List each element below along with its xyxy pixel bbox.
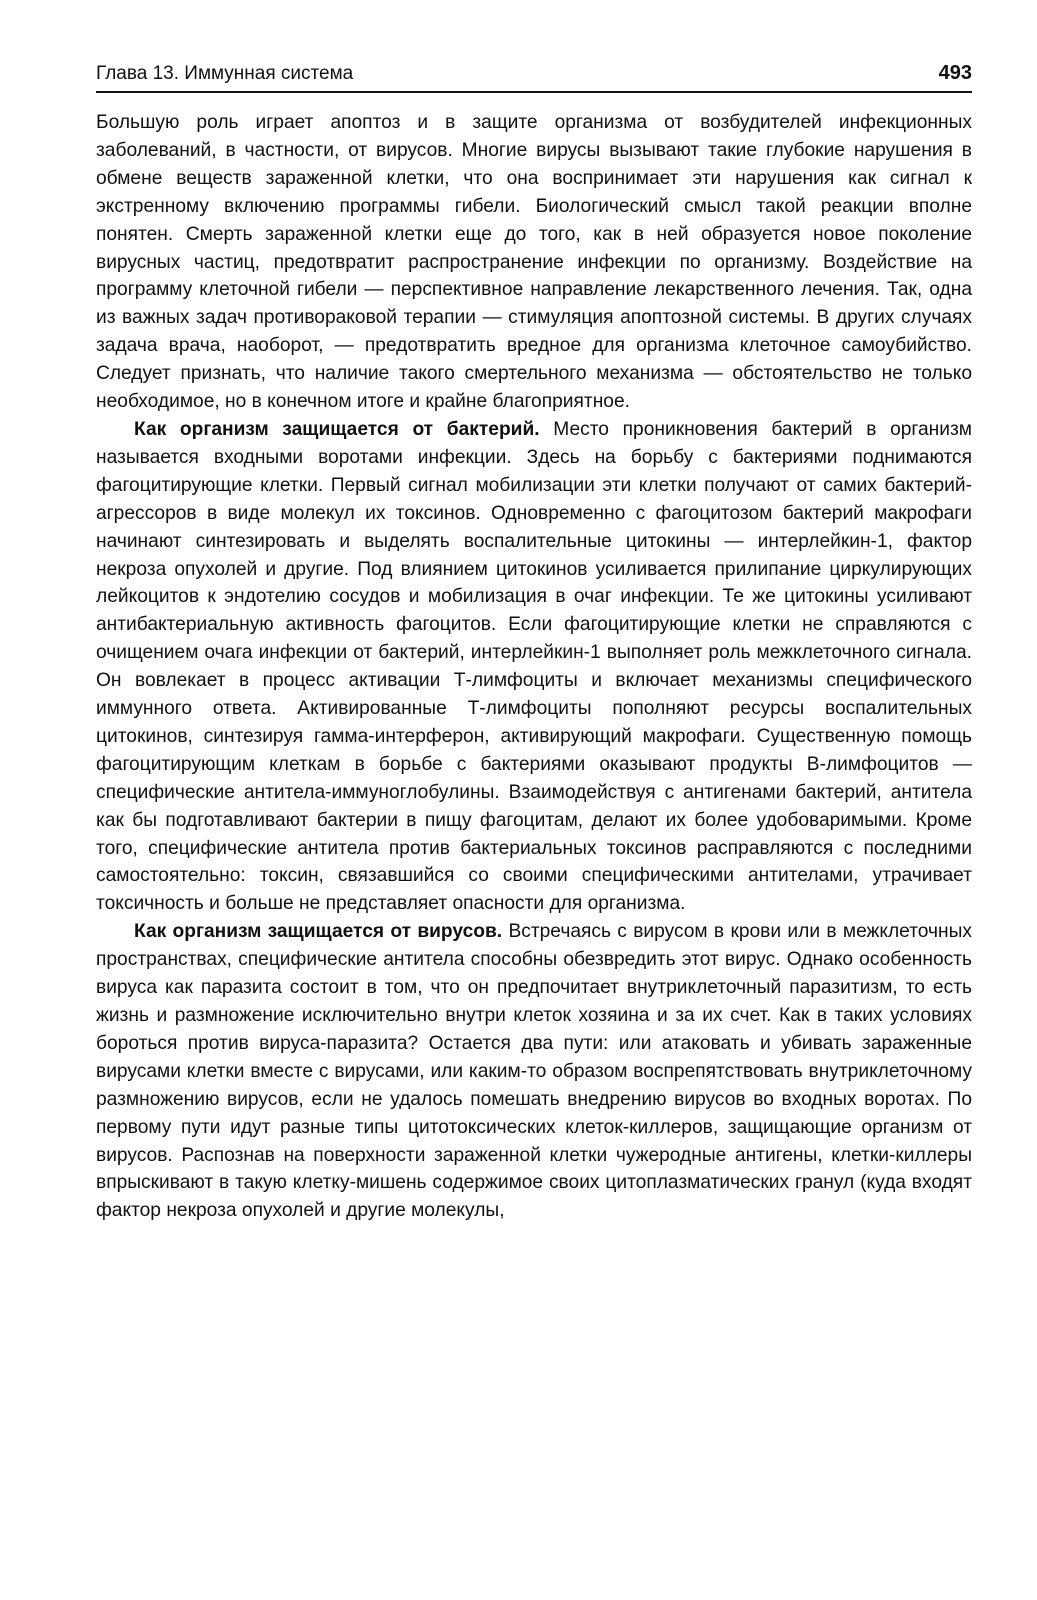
paragraph-viruses (96, 918, 972, 1225)
chapter-title: Глава 13. Иммунная система (96, 63, 354, 84)
paragraph-bacteria (96, 416, 972, 918)
page-body (96, 109, 972, 1225)
paragraph-text: Большую роль играет апоптоз и в защите организма от возбудителей инфекционных заболеваний, в частности, от вирусов. Многие вирусы вызывают такие глубокие нарушения в обмене веществ зараженной клетки, что она воспринимает эти нарушения как сигнал к экстренному включению программы гибели. Биологический смысл такой реакции вполне понятен. Смерть зараженной клетки еще до того, как в ней образуется новое поколение вирусных частиц, предотвратит распространение инфекции по организму. Воздействие на программу клеточной гибели — перспективное направление лекарственного лечения. Так, одна из важных задач противораковой терапии — стимуляция апоптозной системы. В других случаях задача врача, наоборот, — предотвратить вредное для организма клеточное самоубийство. Следует признать, что наличие такого смертельного механизма — обстоятельство не только необходимое, но в конечном итоге и крайне благоприятное. (96, 112, 972, 413)
book-page (96, 62, 972, 1225)
paragraph-text: Место проникновения бактерий в организм называется входными воротами инфекции. Здесь на борьбу с бактериями поднимаются фагоцитирующие клетки. Первый сигнал мобилизации эти клетки получают от самих бактерий-агрессоров в виде молекул их токсинов. Одновременно с фагоцитозом бактерий макрофаги начинают синтезировать и выделять воспалительные цитокины — интерлейкин-1, фактор некроза опухолей и другие. Под влиянием цитокинов усиливается прилипание циркулирующих лейкоцитов к эндотелию сосудов и мобилизация в очаг инфекции. Те же цитокины усиливают антибактериальную активность фагоцитов. Если фагоцитирующие клетки не справляются с очищением очага инфекции от бактерий, интерлейкин-1 выполняет роль межклеточного сигнала. Он вовлекает в процесс активации Т-лимфоциты и включает механизмы специфического иммунного ответа. Активированные Т-лимфоциты пополняют ресурсы воспалительных цитокинов, синтезируя гамма-интерферон, активирующий макрофаги. Существенную помощь фагоцитирующим клеткам в борьбе с бактериями оказывают продукты В-лимфоцитов — специфические антитела-иммуноглобулины. Взаимодействуя с антигенами бактерий, антитела как бы подготавливают бактерии в пищу фагоцитам, делают их более удобоваримыми. Кроме того, специфические антитела против бактериальных токсинов расправляются с последними самостоятельно: токсин, связавшийся со своими специфическими антителами, утрачивает токсичность и больше не представляет опасности для организма. (96, 418, 972, 915)
section-heading-viruses: Как организм защищается от вирусов. (134, 921, 509, 943)
page-number: 493 (938, 62, 972, 84)
section-heading-bacteria: Как организм защищается от бактерий. (134, 418, 554, 440)
paragraph-text: Встречаясь с вирусом в крови или в межклеточных пространствах, специфические антитела способны обезвредить этот вирус. Однако особенность вируса как паразита состоит в том, что он предпочитает внутриклеточный паразитизм, то есть жизнь и размножение исключительно внутри клеток хозяина и за их счет. Как в таких условиях бороться против вируса-паразита? Остается два пути: или атаковать и убивать зараженные вирусами клетки вместе с вирусами, или каким-то образом воспрепятствовать внутриклеточному размножению вирусов, если не удалось помешать внедрению вирусов во входных воротах. По первому пути идут разные типы цитотоксических клеток-киллеров, защищающие организм от вирусов. Распознав на поверхности зараженной клетки чужеродные антигены, клетки-киллеры впрыскивают в такую клетку-мишень содержимое своих цитоплазматических гранул (куда входят фактор некроза опухолей и другие молекулы, (96, 921, 972, 1222)
running-header (96, 62, 972, 93)
paragraph-apoptosis (96, 109, 972, 416)
